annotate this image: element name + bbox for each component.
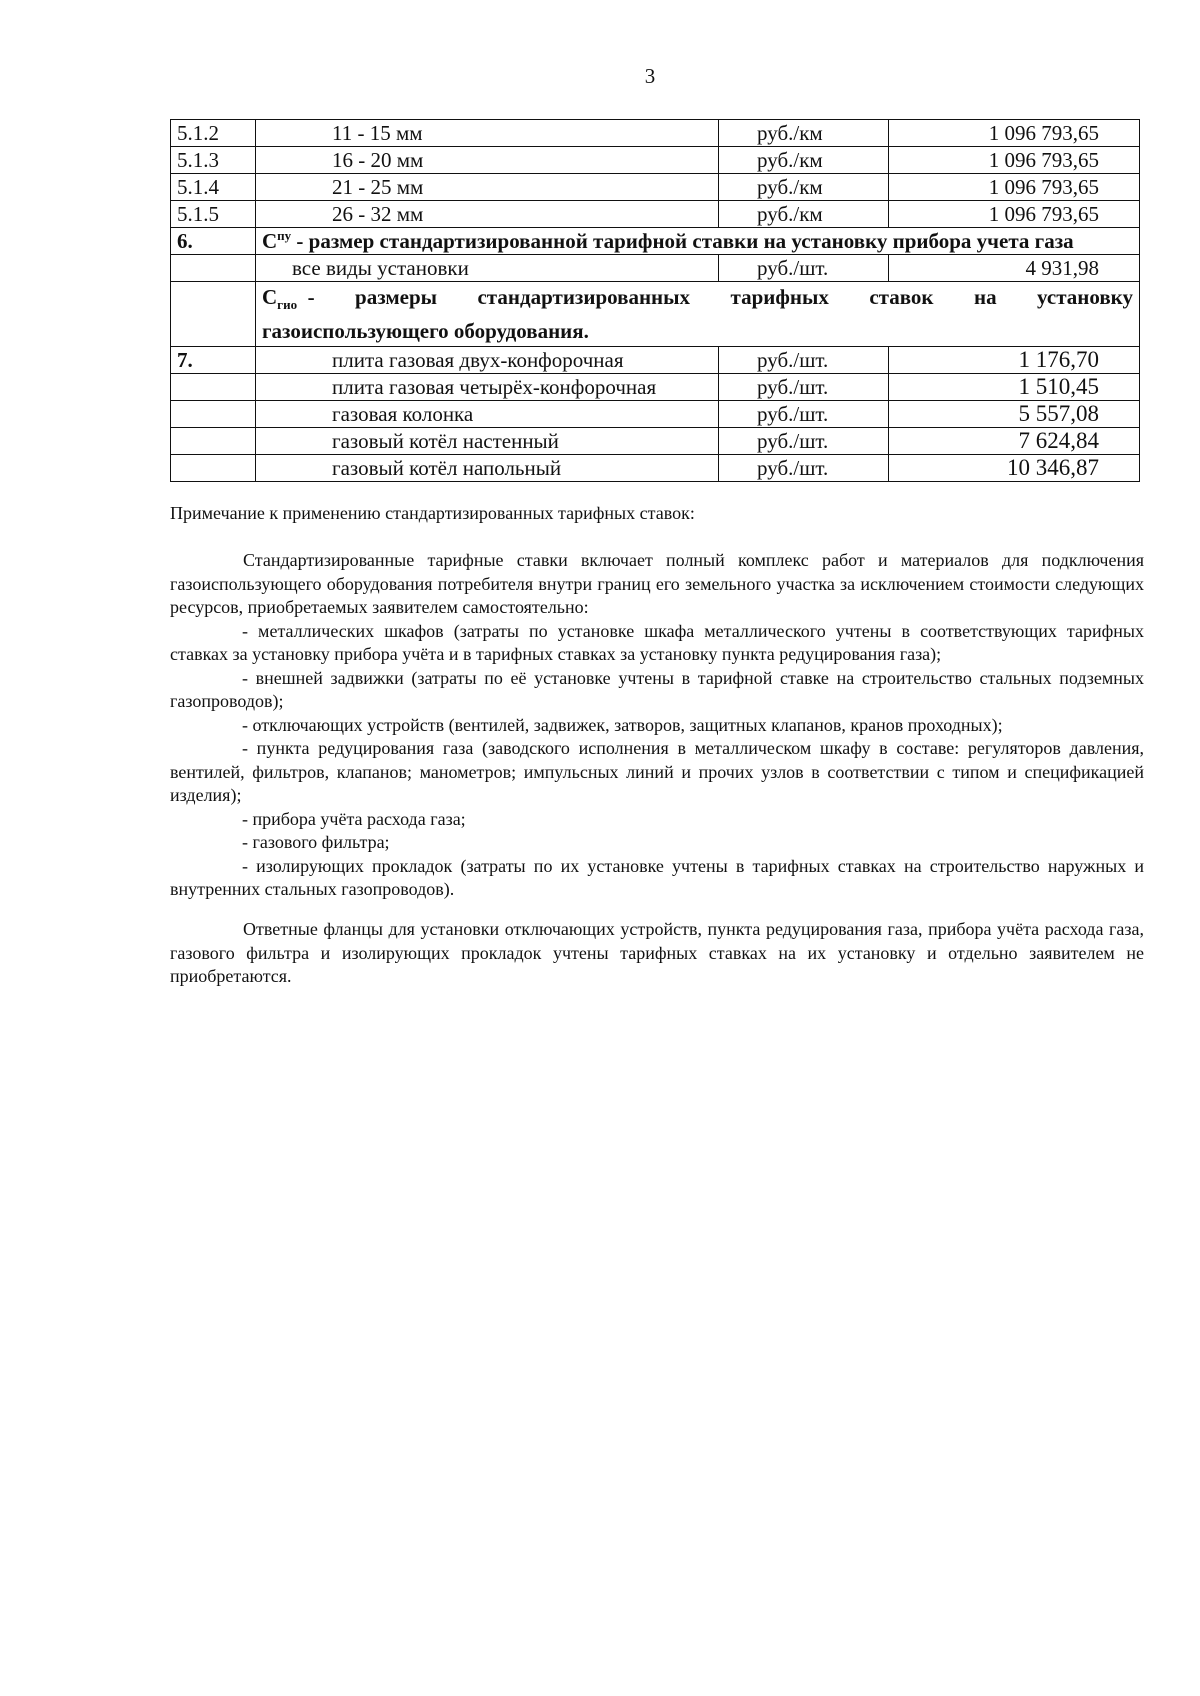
row-unit: руб./шт. bbox=[719, 401, 889, 428]
note-bullet: - газового фильтра; bbox=[242, 832, 390, 852]
table-row bbox=[171, 401, 1140, 428]
row-unit: руб./шт. bbox=[719, 455, 889, 482]
section-7-heading-row bbox=[171, 282, 1140, 347]
section-6-heading-row bbox=[171, 228, 1140, 255]
row-number: 5.1.5 bbox=[171, 201, 256, 228]
note-bullet: - металлических шкафов (затраты по установке шкафа металлического учтены в соответствующих тарифных ставках за установку прибора учёта и в тарифных ставках за установку пункта редуцирования газа); bbox=[170, 620, 1144, 664]
row-unit: руб./шт. bbox=[719, 255, 889, 282]
row-unit: руб./км bbox=[719, 174, 889, 201]
note-bullet: - внешней задвижки (затраты по её установке учтены в тарифной ставке на строительство стальных подземных газопроводов); bbox=[170, 667, 1144, 711]
row-value: 1 176,70 bbox=[889, 347, 1140, 374]
section-6-title: $С^{пу}$ - размер стандартизированной тарифной ставки на установку прибора учета газа bbox=[256, 228, 1140, 255]
row-number: 5.1.4 bbox=[171, 174, 256, 201]
table-row bbox=[171, 255, 1140, 282]
note-final-paragraph: Ответные фланцы для установки отключающих устройств, пункта редуцирования газа, прибора учёта расхода газа, газового фильтра и изолирующих прокладок учтены тарифных ставках на их установку и отдельно заявителем не приобретаются. bbox=[170, 919, 1144, 986]
row-description: 16 - 20 мм bbox=[256, 147, 719, 174]
row-value: 1 096 793,65 bbox=[889, 120, 1140, 147]
table-row bbox=[171, 147, 1140, 174]
row-unit: руб./шт. bbox=[719, 374, 889, 401]
row-description: плита газовая двух-конфорочная bbox=[256, 347, 719, 374]
section-number: 7. bbox=[171, 347, 256, 374]
row-value: 4 931,98 bbox=[889, 255, 1140, 282]
row-value: 1 096 793,65 bbox=[889, 147, 1140, 174]
row-value: 10 346,87 bbox=[889, 455, 1140, 482]
note-title: Примечание к применению стандартизированных тарифных ставок: bbox=[170, 503, 695, 523]
row-value: 7 624,84 bbox=[889, 428, 1140, 455]
table-row bbox=[171, 174, 1140, 201]
row-unit: руб./км bbox=[719, 147, 889, 174]
row-value: 1 096 793,65 bbox=[889, 201, 1140, 228]
table-row bbox=[171, 455, 1140, 482]
row-description: газовая колонка bbox=[256, 401, 719, 428]
table-row bbox=[171, 347, 1140, 374]
note-bullet: - прибора учёта расхода газа; bbox=[242, 808, 466, 829]
row-description: 11 - 15 мм bbox=[256, 120, 719, 147]
row-value: 1 096 793,65 bbox=[889, 174, 1140, 201]
table-row bbox=[171, 374, 1140, 401]
row-value: 1 510,45 bbox=[889, 374, 1140, 401]
row-number: 5.1.3 bbox=[171, 147, 256, 174]
note-bullet: - пункта редуцирования газа (заводского исполнения в металлическом шкафу в составе: регуляторов давления, вентилей, фильтров, клапанов; манометров; импульсных линий и прочих узлов в соответствии с типом и спецификацией изделия); bbox=[170, 738, 1144, 805]
page-number: 3 bbox=[644, 64, 656, 88]
section-number: 6. bbox=[171, 228, 256, 255]
note-intro: Стандартизированные тарифные ставки включает полный комплекс работ и материалов для подключения газоиспользующего оборудования потребителя внутри границ его земельного участка за исключением стоимости следующих ресурсов, приобретаемых заявителем самостоятельно: bbox=[170, 550, 1144, 617]
row-description: 26 - 32 мм bbox=[256, 201, 719, 228]
section-7-title: $С_{гио}$ - размеры стандартизированных тарифных ставок на установку газоиспользующего оборудования. bbox=[256, 282, 1140, 347]
note-body bbox=[170, 549, 1144, 902]
tariff-table bbox=[170, 119, 1140, 482]
row-unit: руб./шт. bbox=[719, 428, 889, 455]
row-unit: руб./км bbox=[719, 201, 889, 228]
row-description: плита газовая четырёх-конфорочная bbox=[256, 374, 719, 401]
row-number: 5.1.2 bbox=[171, 120, 256, 147]
table-row bbox=[171, 428, 1140, 455]
row-value: 5 557,08 bbox=[889, 401, 1140, 428]
row-description: все виды установки bbox=[256, 255, 719, 282]
row-unit: руб./км bbox=[719, 120, 889, 147]
table-row bbox=[171, 120, 1140, 147]
note-bullet: - отключающих устройств (вентилей, задвижек, затворов, защитных клапанов, кранов проходных); bbox=[242, 714, 1003, 735]
row-description: газовый котёл напольный bbox=[256, 455, 719, 482]
note-bullet: - изолирующих прокладок (затраты по их установке учтены в тарифных ставках на строительство наружных и внутренних стальных газопроводов). bbox=[170, 855, 1144, 899]
row-unit: руб./шт. bbox=[719, 347, 889, 374]
row-description: 21 - 25 мм bbox=[256, 174, 719, 201]
row-description: газовый котёл настенный bbox=[256, 428, 719, 455]
table-row bbox=[171, 201, 1140, 228]
